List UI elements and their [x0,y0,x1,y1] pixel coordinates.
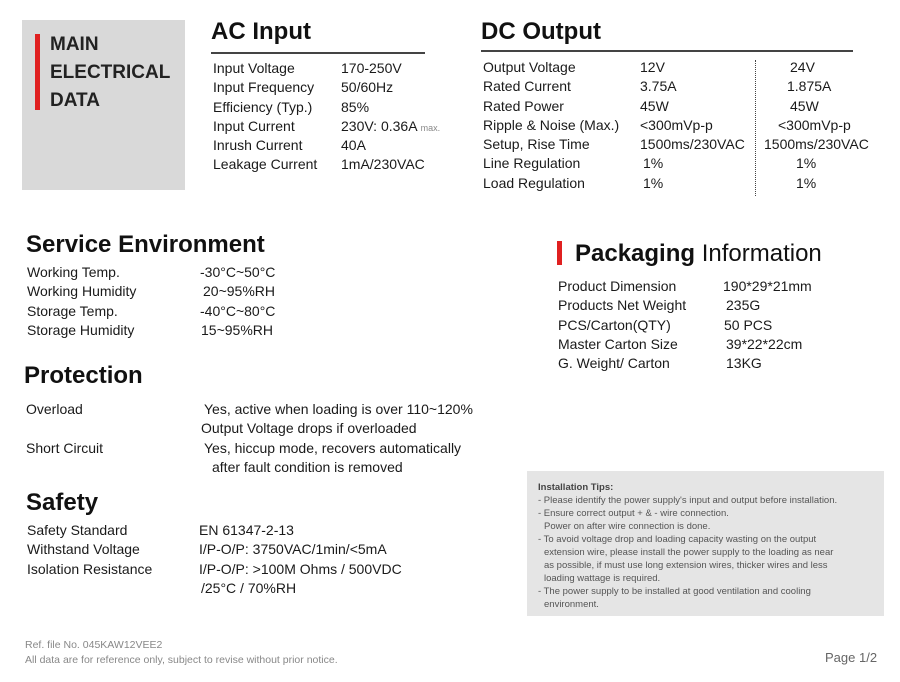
dc-row [483,116,883,135]
tip-line: - Ensure correct output + & - wire connection. [538,508,729,519]
ac-row [213,155,463,174]
packaging-value: 190*29*21mm [723,278,812,294]
packaging-value: 50 PCS [724,316,773,333]
safety-label: Isolation Resistance [27,560,153,577]
main-box-line: ELECTRICAL [50,62,171,83]
ac-label: Input Current [213,117,295,134]
packaging-label: G. Weight/ Carton [558,355,670,372]
safety-table [27,521,447,598]
ac-input-title: AC Input [211,18,311,45]
ac-row [213,98,463,117]
env-value: -30°C~50°C [200,264,276,280]
safety-value: I/P-O/P: >100M Ohms / 500VDC [199,560,402,577]
ac-label: Input Frequency [213,79,315,96]
packaging-value: 39*22*22cm [726,335,803,352]
packaging-value: 13KG [726,355,762,372]
tip-line: loading wattage is required. [544,573,661,584]
tip-line: - The power supply to be installed at good ventilation and cooling [538,586,811,597]
ac-label: Efficiency (Typ.) [213,98,313,115]
ac-label: Leakage Current [213,156,318,173]
protection-title: Protection [24,362,143,389]
dc-value-24v: 45W [790,97,819,114]
tip-line: extension wire, please install the power supply to the loading as near [544,547,834,558]
protection-value: Yes, hiccup mode, recovers automatically [204,439,462,456]
protection-value: after fault condition is removed [212,458,403,475]
env-label: Storage Temp. [27,302,118,319]
packaging-table [558,277,858,373]
dc-row [483,97,883,116]
dc-output-title: DC Output [481,18,601,45]
env-row [27,321,287,340]
packaging-row [558,335,858,354]
main-box-title [50,31,180,115]
safety-row [27,579,447,598]
ac-value-main: 230V: 0.36A [341,117,417,134]
packaging-row [558,296,858,315]
safety-row [27,540,447,559]
protection-row [26,400,496,419]
ac-value [341,117,440,138]
ac-label: Inrush Current [213,137,303,154]
dc-value-12v: 45W [640,97,669,114]
dc-label: Load Regulation [483,174,585,191]
packaging-label: PCS/Carton(QTY) [558,316,671,333]
dc-row [483,77,883,96]
main-box-line: DATA [50,90,100,111]
ac-value: 50/60Hz [341,79,394,96]
dc-row [483,58,883,77]
packaging-row [558,354,858,373]
dc-value-24v: 1% [796,155,817,172]
main-electrical-data-box [22,20,185,190]
protection-row [26,458,496,477]
protection-label: Short Circuit [26,439,104,456]
tip-line: Power on after wire connection is done. [544,521,711,532]
dc-row [483,154,883,173]
packaging-title-bold: Packaging [575,240,696,267]
ac-value: 1mA/230VAC [341,156,425,173]
protection-label: Overload [26,401,83,417]
dc-output-divider [481,50,853,52]
tip-line: - To avoid voltage drop and loading capacity wasting on the output [538,534,817,545]
safety-row [27,560,447,579]
packaging-value: 235G [726,297,761,314]
packaging-label: Master Carton Size [558,335,678,352]
dc-value-24v: 1500ms/230VAC [764,136,869,153]
page-number: Page 1/2 [825,650,878,665]
tip-line: - Please identify the power supply's input and output before installation. [538,495,838,506]
dc-label: Setup, Rise Time [483,136,590,153]
service-environment-title: Service Environment [26,231,265,258]
dc-row [483,174,883,193]
installation-tips-content [538,481,883,611]
safety-value: EN 61347-2-13 [199,522,294,538]
footer-ref: Ref. file No. 045KAW12VEE2 [25,639,163,651]
dc-value-24v: 24V [790,59,815,75]
ac-row [213,59,463,78]
packaging-title [575,240,822,268]
dc-label: Output Voltage [483,59,576,75]
packaging-accent-bar [557,241,562,265]
protection-row [26,439,496,458]
dc-value-24v: <300mVp-p [778,116,851,133]
env-row [27,282,287,301]
dc-value-12v: 1% [643,174,664,191]
dc-value-12v: 1% [643,155,664,172]
protection-value: Yes, active when loading is over 110~120% [204,401,473,417]
env-label: Working Temp. [27,264,120,280]
dc-label: Rated Current [483,78,571,95]
ac-row [213,78,463,97]
dc-value-12v: 12V [640,59,665,75]
installation-tips-title: Installation Tips: [538,482,614,493]
dc-value-24v: 1.875A [787,78,832,95]
protection-row [26,419,496,438]
env-label: Storage Humidity [27,321,135,338]
safety-label: Safety Standard [27,522,128,538]
safety-value: /25°C / 70%RH [201,579,297,596]
protection-value: Output Voltage drops if overloaded [201,420,417,437]
env-value: 15~95%RH [201,321,273,338]
installation-tips-box [527,471,884,616]
main-box-line: MAIN [50,34,99,55]
dc-value-12v: 3.75A [640,78,677,95]
ac-label: Input Voltage [213,60,295,76]
dc-output-table [483,58,883,193]
ac-value: 85% [341,98,370,115]
env-row [27,302,287,321]
packaging-title-rest: Information [701,240,822,267]
env-label: Working Humidity [27,283,137,300]
env-row [27,263,287,282]
ac-value: 170-250V [341,60,402,76]
dc-row [483,135,883,154]
env-value: 20~95%RH [203,283,275,300]
packaging-row [558,277,858,296]
accent-bar [35,34,40,110]
footer-notice: All data are for reference only, subject to revise without prior notice. [25,654,338,666]
packaging-label: Products Net Weight [558,297,687,314]
ac-input-divider [211,52,425,54]
dc-label: Ripple & Noise (Max.) [483,116,620,133]
packaging-label: Product Dimension [558,278,677,294]
dc-value-12v: 1500ms/230VAC [640,136,745,153]
ac-row [213,117,463,136]
safety-value: I/P-O/P: 3750VAC/1min/<5mA [199,541,387,558]
ac-row [213,136,463,155]
dc-label: Line Regulation [483,155,581,172]
safety-title: Safety [26,489,99,516]
dc-value-24v: 1% [796,174,817,191]
protection-table [26,400,496,477]
safety-label: Withstand Voltage [27,541,140,558]
service-environment-table [27,263,287,340]
tip-line: environment. [544,599,599,610]
ac-value: 40A [341,137,366,154]
env-value: -40°C~80°C [200,302,276,319]
dc-value-12v: <300mVp-p [640,116,713,133]
packaging-row [558,316,858,335]
tip-line: as possible, if must use long extension wires, thicker wires and less [544,560,828,571]
dc-label: Rated Power [483,97,564,114]
ac-input-table [213,59,463,175]
ac-value-suffix: max. [420,122,441,133]
safety-row [27,521,447,540]
